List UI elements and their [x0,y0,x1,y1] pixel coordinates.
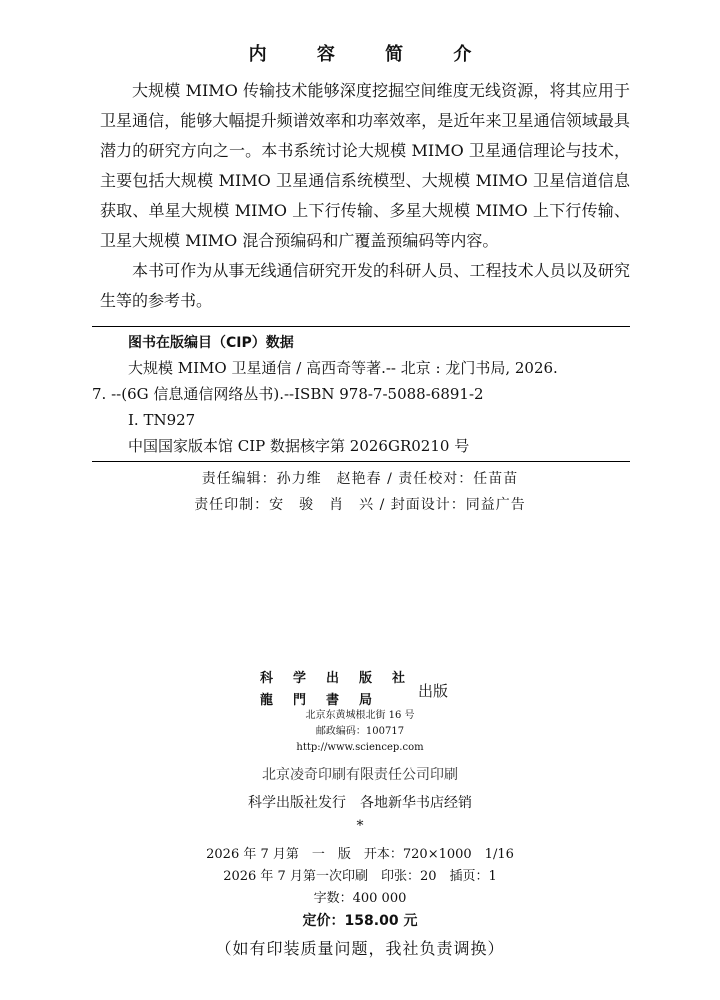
publisher-website: http://www.sciencep.com [296,742,424,753]
cip-line-4: 中国国家版本馆 CIP 数据核字第 2026GR0210 号 [128,437,470,455]
intro-paragraph-2: 本书可作为从事无线通信研究开发的科研人员、工程技术人员以及研究生等的参考书。 [100,261,630,310]
quality-note: （如有印装质量问题，我社负责调换） [215,939,505,958]
cip-line-3: Ⅰ. TN927 [128,411,196,429]
publisher-address-block [0,708,720,756]
credits-line-2: 责任印制：安 骏 肖 兴 / 封面设计：同益广告 [194,497,526,513]
separator-star: * [356,818,364,834]
edition-spec [0,844,720,910]
spec-line-2: 2026 年 7 月第一次印刷 印张：20 插页：1 [223,869,497,884]
spec-line-3: 字数：400 000 [313,891,407,906]
logo-line-2: 龍門書局 [260,693,393,708]
cip-heading: 图书在版编目（CIP）数据 [128,335,294,351]
intro-paragraph-1: 大规模 MIMO 传输技术能够深度挖掘空间维度无线资源，将其应用于卫星通信，能够大幅提升频谱效率和功率效率，是近年来卫星通信领域最具潜力的研究方向之一。本书系统讨论大规模 MIMO 卫星通信理论与技术，主要包括大规模 MIMO 卫星通信系统模型、大规模 MIMO 卫星信道信息获取、单星大规模 MIMO 上下行传输、多星大规模 MIMO 上下行传输、卫星大规模 MIMO 混合预编码和广覆盖预编码等内容。 [100,81,630,250]
publisher-postcode: 邮政编码：100717 [315,726,405,737]
spec-line-1: 2026 年 7 月第 一 版 开本：720×1000 1/16 [206,847,514,862]
publish-label: 出版 [418,682,449,700]
intro-section [100,76,630,316]
distribution-info: 科学出版社发行 各地新华书店经销 [248,795,472,811]
credits [0,466,720,518]
credits-line-1: 责任编辑：孙力维 赵艳春 / 责任校对：任苗苗 [201,471,519,487]
printer-info: 北京凌奇印刷有限责任公司印刷 [262,767,458,783]
logo-line-1: 科学出版社 [260,671,426,686]
publisher-address: 北京东黄城根北街 16 号 [305,710,415,721]
page-title: 内 容 简 介 [248,44,494,65]
price: 定价：158.00 元 [302,913,418,929]
cip-data-block [92,326,630,462]
cip-line-2: 7. --(6G 信息通信网络丛书).--ISBN 978-7-5088-6891-2 [92,385,484,403]
cip-line-1: 大规模 MIMO 卫星通信 / 高西奇等著.-- 北京 : 龙门书局, 2026. [128,359,558,377]
